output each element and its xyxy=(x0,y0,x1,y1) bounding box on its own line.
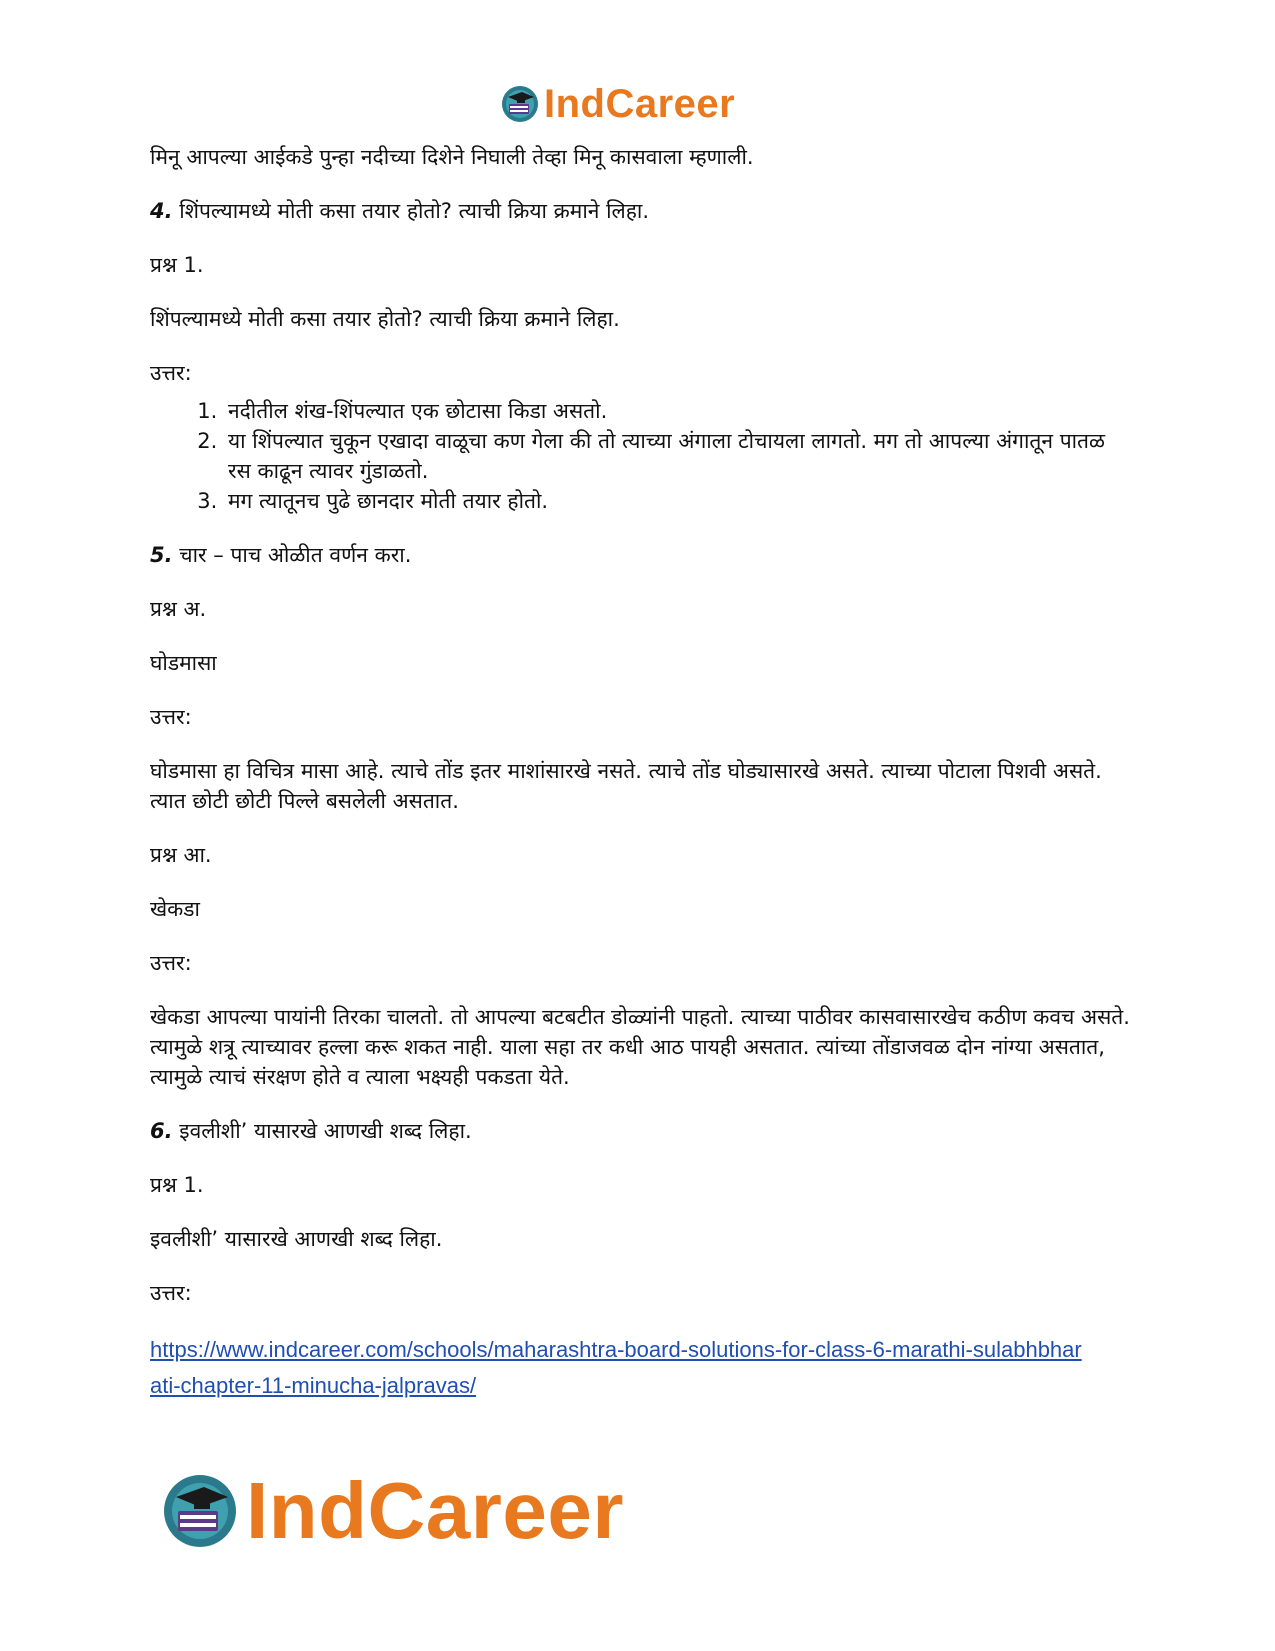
question-number: 4. xyxy=(150,199,173,223)
graduation-book-icon xyxy=(500,84,540,124)
document-body xyxy=(150,142,1130,1404)
question-text: इवलीशी’ यासारखे आणखी शब्द लिहा. xyxy=(150,1227,443,1251)
graduation-book-icon xyxy=(160,1471,240,1551)
list-item: 3. मग त्यातूनच पुढे छानदार मोती तयार होतो. xyxy=(224,486,1130,516)
question-label: प्रश्न आ. xyxy=(150,843,212,867)
question-text: शिंपल्यामध्ये मोती कसा तयार होतो? त्याची क्रिया क्रमाने लिहा. xyxy=(172,199,650,223)
answer-label: उत्तर: xyxy=(150,361,192,385)
intro-line: मिनू आपल्या आईकडे पुन्हा नदीच्या दिशेने निघाली तेव्हा मिनू कासवाला म्हणाली. xyxy=(150,145,754,169)
source-link-line1: https://www.indcareer.com/schools/maharashtra-board-solutions-for-class-6-marathi-sulabhbhar xyxy=(150,1337,1082,1362)
question-label: प्रश्न अ. xyxy=(150,597,207,621)
question-text: चार – पाच ओळीत वर्णन करा. xyxy=(172,543,412,567)
source-link[interactable] xyxy=(150,1332,1130,1404)
question-label: प्रश्न 1. xyxy=(150,253,204,277)
answer-label: उत्तर: xyxy=(150,951,192,975)
question-5-heading xyxy=(150,540,1130,570)
question-label: प्रश्न 1. xyxy=(150,1173,204,1197)
brand-name: IndCareer xyxy=(246,1466,624,1555)
question-number: 5. xyxy=(150,543,173,567)
question-6-heading xyxy=(150,1116,1130,1146)
list-item: 1. नदीतील शंख-शिंपल्यात एक छोटासा किडा असतो. xyxy=(224,396,1130,426)
answer-label: उत्तर: xyxy=(150,705,192,729)
question-4-heading xyxy=(150,196,1130,226)
question-text: घोडमासा xyxy=(150,651,217,675)
source-link-line2: ati-chapter-11-minucha-jalpravas/ xyxy=(150,1373,477,1398)
header-logo xyxy=(500,82,735,126)
brand-name: IndCareer xyxy=(544,81,736,126)
question-text: खेकडा xyxy=(150,897,200,921)
footer-logo xyxy=(160,1466,624,1555)
answer-paragraph: घोडमासा हा विचित्र मासा आहे. त्याचे तोंड इतर माशांसारखे नसते. त्याचे तोंड घोड्यासारखे असते. त्याच्या पोटाला पिशवी असते. त्यात छोटी छोटी पिल्ले बसलेली असतात. xyxy=(150,759,1102,813)
question-number: 6. xyxy=(150,1119,173,1143)
question-text: शिंपल्यामध्ये मोती कसा तयार होतो? त्याची क्रिया क्रमाने लिहा. xyxy=(150,307,620,331)
answer-label: उत्तर: xyxy=(150,1281,192,1305)
answer-paragraph: खेकडा आपल्या पायांनी तिरका चालतो. तो आपल्या बटबटीत डोळ्यांनी पाहतो. त्याच्या पाठीवर कासवासारखेच कठीण कवच असते. त्यामुळे शत्रू त्याच्यावर हल्ला करू शकत नाही. याला सहा तर कधी आठ पायही असतात. त्यांच्या तोंडाजवळ दोन नांग्या असतात, त्यामुळे त्याचं संरक्षण होते व त्याला भक्ष्यही पकडता येते. xyxy=(150,1005,1130,1089)
list-item: 2. या शिंपल्यात चुकून एखादा वाळूचा कण गेला की तो त्याच्या अंगाला टोचायला लागतो. मग तो आपल्या अंगातून पातळ रस काढून त्यावर गुंडाळतो. xyxy=(224,426,1130,486)
answer-list xyxy=(150,396,1130,516)
question-text: इवलीशी’ यासारखे आणखी शब्द लिहा. xyxy=(172,1119,472,1143)
